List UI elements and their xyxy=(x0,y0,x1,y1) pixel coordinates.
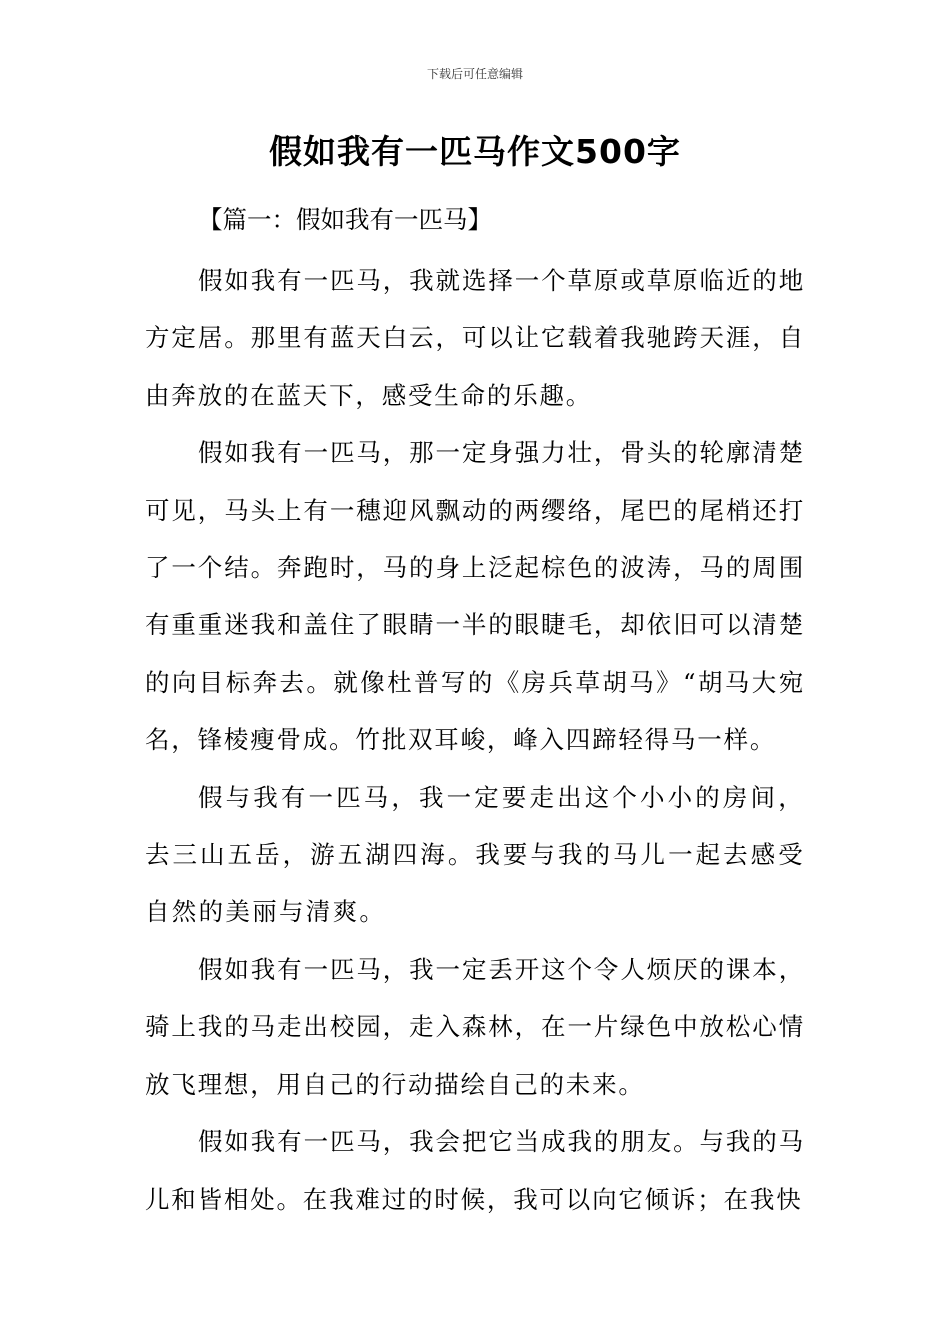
paragraph: 假如我有一匹马，我一定丢开这个令人烦厌的课本，骑上我的马走出校园，走入森林，在一片绿色中放松心情放飞理想，用自己的行动描绘自己的未来。 xyxy=(145,954,805,1099)
page-title: 假如我有一匹马作文500字 xyxy=(269,132,681,171)
paragraph: 假如我有一匹马，那一定身强力壮，骨头的轮廓清楚可见，马头上有一穗迎风飘动的两缨络，尾巴的尾梢还打了一个结。奔跑时，马的身上泛起棕色的波涛，马的周围有重重迷我和盖住了眼睛一半的眼睫毛，却依旧可以清楚的向目标奔去。就像杜普写的《房兵草胡马》“胡马大宛名，锋棱瘦骨成。竹批双耳峻，峰入四蹄轻得马一样。 xyxy=(145,438,805,755)
header-note: 下载后可任意编辑 xyxy=(426,67,523,81)
body-text xyxy=(145,252,805,1228)
paragraph: 假如我有一匹马，我就选择一个草原或草原临近的地方定居。那里有蓝天白云，可以让它载着我驰跨天涯，自由奔放的在蓝天下，感受生命的乐趣。 xyxy=(145,266,805,410)
paragraph: 假与我有一匹马，我一定要走出这个小小的房间，去三山五岳，游五湖四海。我要与我的马儿一起去感受自然的美丽与清爽。 xyxy=(145,782,805,927)
paragraph: 假如我有一匹马，我会把它当成我的朋友。与我的马儿和皆相处。在我难过的时候，我可以向它倾诉；在我快 xyxy=(145,1127,805,1214)
section-heading: 【篇一：假如我有一匹马】 xyxy=(198,205,492,234)
